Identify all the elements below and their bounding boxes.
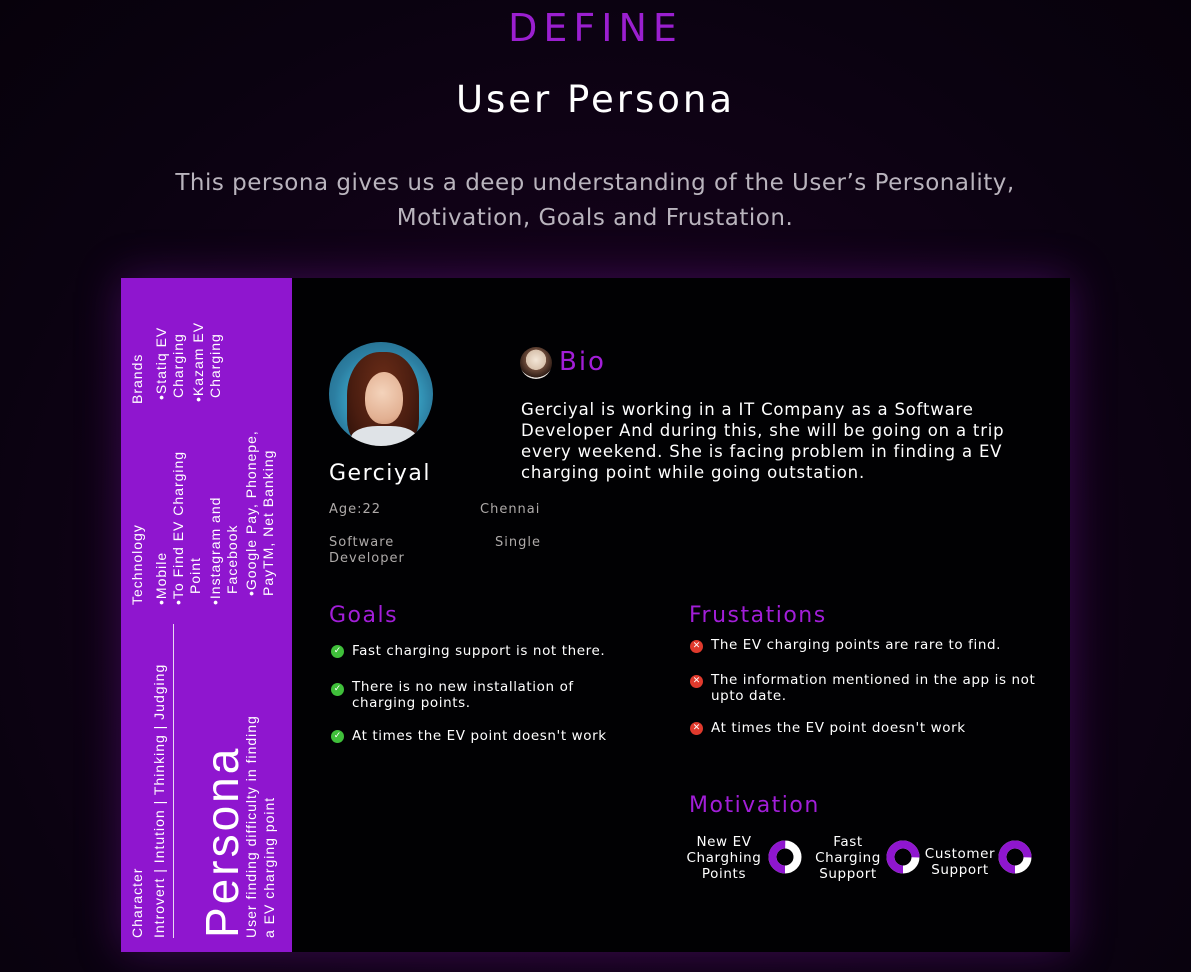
occupation: Software Developer bbox=[329, 535, 405, 566]
cross-icon: ✕ bbox=[690, 675, 703, 688]
persona-description: a EV charging point bbox=[261, 796, 277, 938]
frustration-item: The EV charging points are rare to find. bbox=[711, 637, 1002, 653]
frustration-item: At times the EV point doesn't work bbox=[711, 720, 966, 736]
check-icon: ✓ bbox=[331, 730, 344, 743]
goal-item: Fast charging support is not there. bbox=[352, 643, 606, 659]
technology-item: PayTM, Net Banking bbox=[260, 449, 276, 596]
character-label: Character bbox=[129, 867, 145, 938]
divider bbox=[173, 624, 174, 938]
motivation-label: Customer Support bbox=[924, 846, 996, 878]
character-traits: Introvert | Intution | Thinking | Judging bbox=[151, 663, 167, 938]
bio-title: Bio bbox=[559, 347, 606, 377]
technology-item: •To Find EV Charging bbox=[170, 450, 186, 605]
section-heading: DEFINE bbox=[508, 6, 683, 50]
cross-icon: ✕ bbox=[690, 640, 703, 653]
motivation-label: New EV Charghing Points bbox=[686, 834, 762, 882]
page-subtitle: This persona gives us a deep understanding of the User’s Personality, Motivation, Goals and Frustation. bbox=[175, 170, 1015, 231]
persona-description: User finding difficulty in finding bbox=[243, 715, 259, 938]
check-icon: ✓ bbox=[331, 683, 344, 696]
motivation-ring bbox=[886, 840, 920, 874]
check-icon: ✓ bbox=[331, 645, 344, 658]
technology-item: •Instagram and bbox=[207, 496, 223, 605]
brand-item: •Kazam EV bbox=[190, 321, 206, 402]
frustration-item: The information mentioned in the app is not upto date. bbox=[711, 672, 1036, 704]
page-title: User Persona bbox=[455, 78, 736, 121]
technology-item: Point bbox=[187, 557, 203, 594]
persona-sidebar bbox=[121, 278, 292, 952]
goals-title: Goals bbox=[329, 603, 399, 628]
persona-main bbox=[292, 278, 1070, 952]
persona-name: Gerciyal bbox=[329, 461, 431, 486]
motivation-title: Motivation bbox=[689, 793, 820, 818]
technology-item: •Google Pay, Phonepe, bbox=[243, 430, 259, 596]
technology-item: •Mobile bbox=[153, 551, 169, 605]
motivation-label: Fast Charging Support bbox=[815, 834, 881, 882]
technology-label: Technology bbox=[129, 524, 145, 605]
age: Age:22 bbox=[329, 502, 382, 517]
motivation-ring bbox=[998, 840, 1032, 874]
brand-item: Charging bbox=[207, 333, 223, 398]
brand-item: •Statiq EV bbox=[153, 326, 169, 400]
cross-icon: ✕ bbox=[690, 722, 703, 735]
location: Chennai bbox=[480, 502, 541, 517]
persona-card bbox=[121, 278, 1070, 952]
avatar bbox=[329, 342, 433, 446]
motivation-ring bbox=[768, 840, 802, 874]
bio-text: Gerciyal is working in a IT Company as a Software Developer And during this, she will be going on a trip every weekend. She is facing problem in finding a EV charging point while going outstation. bbox=[521, 400, 1005, 482]
bio-avatar-icon bbox=[520, 347, 552, 379]
frustrations-title: Frustations bbox=[689, 603, 827, 628]
relationship-status: Single bbox=[495, 535, 541, 550]
technology-item: Facebook bbox=[224, 524, 240, 594]
persona-heading: Persona bbox=[196, 745, 248, 938]
brand-item: Charging bbox=[170, 333, 186, 398]
goal-item: At times the EV point doesn't work bbox=[352, 728, 607, 744]
goal-item: There is no new installation of charging points. bbox=[352, 679, 574, 711]
brands-label: Brands bbox=[129, 353, 145, 404]
